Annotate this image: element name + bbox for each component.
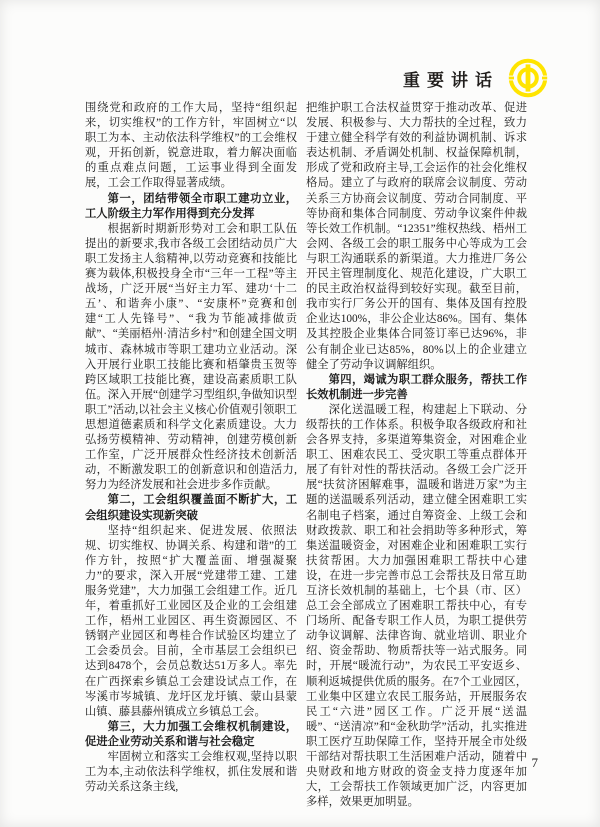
body-paragraph: 坚持“组织起来、促进发展、依照法规、切实维权、协调关系、构建和谐”的工作方针，按照“扩大覆盖面、增强凝聚力”的要求，深入开展“党建带工建、工建服务党建”，大力加强工会组建工作。近几年，着重抓好工业园区及企业的工会组建工作，梧州工业园区、再生资源园区、不锈钢产业园区和粤桂合作试验区均建立了工会委员会。目前，全市基层工会组织已达到8478个，会员总数达51万多人。率先在广西探索乡镇总工会建设试点工作，在岑溪市岑城镇、龙圩区龙圩镇、蒙山县蒙山镇、藤县藤州镇成立乡镇总工会。 (85, 524, 297, 718)
body-paragraph: 深化送温暖工程，构建起上下联动、分级帮扶的工作体系。积极争取各级政府和社会各界支持，多渠道筹集资金，对困难企业职工、困难农民工、受灾职工等重点群体开展了有针对性的帮扶活动。各级工会广泛开展“扶贫济困解难事，温暖和谐进万家”为主题的送温暖系列活动，建立健全困难职工实名制电子档案，通过自筹资金、上级工会和财政拨款、职工和社会捐助等多种形式，筹集送温暖资金，对困难企业和困难职工实行扶贫帮困。大力加强困难职工帮扶中心建设，在进一步完善市总工会帮扶及日常互助互济长效机制的基础上，七个县（市、区）总工会全部成立了困难职工帮扶中心，有专门场所、配备专职工作人员，为职工提供劳动争议调解、法律咨询、就业培训、职业介绍、资金帮助、物质帮扶等一站式服务。同时，开展“暖流行动”，为农民工平安返乡、顺利返城提供优质的服务。在7个工业园区，工业集中区建立农民工服务站，开展服务农民工“六进”园区工作。广泛开展“送温暖”、“送清凉”和“金秋助学”活动，扎实推进职工医疗互助保障工作，坚持开展全市处级干部结对帮扶职工生活困难户活动，随着中央财政和地方财政的资金支持力度逐年加大，工会帮扶工作领域更加广泛，内容更加多样，效果更加明显。 (306, 403, 527, 809)
page-header (403, 58, 548, 98)
text-column-left (85, 101, 297, 810)
body-paragraph: 根据新时期新形势对工会和职工队伍提出的新要求,我市各级工会团结动员广大职工发扬主人翁精神,以劳动竞赛和技能比赛为载体,积极投身全市“三年一工程”等主战场，广泛开展“当好主力军、建功‘十二五’、和谐奔小康”、“安康杯”竞赛和创建“工人先锋号”、“我为节能减排做贡献”、“美丽梧州·清洁乡村”和创建全国文明城市、森林城市等职工建功立业活动。深入开展行业职工技能比赛和梧肇贵玉贺等跨区域职工技能比赛，建设高素质职工队伍。深入开展“创建学习型组织,争做知识型职工”活动,以社会主义核心价值观引领职工思想道德素质和科学文化素质建设。大力弘扬劳模精神、劳动精神，创建劳模创新工作室，广泛开展群众性经济技术创新活动，不断激发职工的创新意识和创造活力,努力为经济发展和社会进步多作贡献。 (85, 222, 297, 492)
text-column-right (306, 101, 527, 810)
section-heading: 第二，工会组织覆盖面不断扩大，工会组织建设实现新突破 (85, 494, 297, 522)
body-paragraph: 把维护职工合法权益贯穿于推动改革、促进发展、积极参与、大力帮扶的全过程，致力于建立健全科学有效的利益协调机制、诉求表达机制、矛盾调处机制、权益保障机制，形成了党和政府主导,工会运作的社会化维权格局。建立了与政府的联席会议制度、劳动关系三方协商会议制度、劳动合同制度、平等协商和集体合同制度、劳动争议案件仲裁等长效工作机制。“12351”维权热线、梧州工会网、各级工会的职工服务中心等成为工会与职工沟通联系的新渠道。大力推进厂务公开民主管理制度化、规范化建设，广大职工的民主政治权益得到较好实现。截至目前，我市实行厂务公开的国有、集体及国有控股企业达100%，非公企业达86%。国有、集体及其控股企业集体合同签订率已达96%，非公有制企业已达85%，80%以上的企业建立健全了劳动争议调解组织。 (306, 102, 527, 371)
header-title: 重要讲话 (403, 70, 499, 90)
section-heading: 第三，大力加强工会维权机制建设，促进企业劳动关系和谐与社会稳定 (85, 720, 297, 748)
section-heading: 第四，竭诚为职工群众服务，帮扶工作长效机制进一步完善 (306, 373, 527, 401)
section-heading: 第一，团结带领全市职工建功立业，工人阶级主力军作用得到充分发挥 (85, 192, 297, 220)
article-body (85, 101, 527, 810)
body-paragraph: 牢固树立和落实工会维权观,坚持以职工为本,主动依法科学维权，抓住发展和谐劳动关系这条主线, (85, 751, 297, 794)
page-number: 7 (531, 755, 538, 770)
trade-union-logo-icon (508, 58, 548, 98)
body-paragraph: 围绕党和政府的工作大局，坚持“组织起来，切实维权”的工作方针，牢固树立“以职工为本、主动依法科学维权”的工会维权观，开拓创新，锐意进取，着力解决面临的重点难点问题，工运事业得到全面发展，工会工作取得显著成绩。 (85, 102, 297, 190)
